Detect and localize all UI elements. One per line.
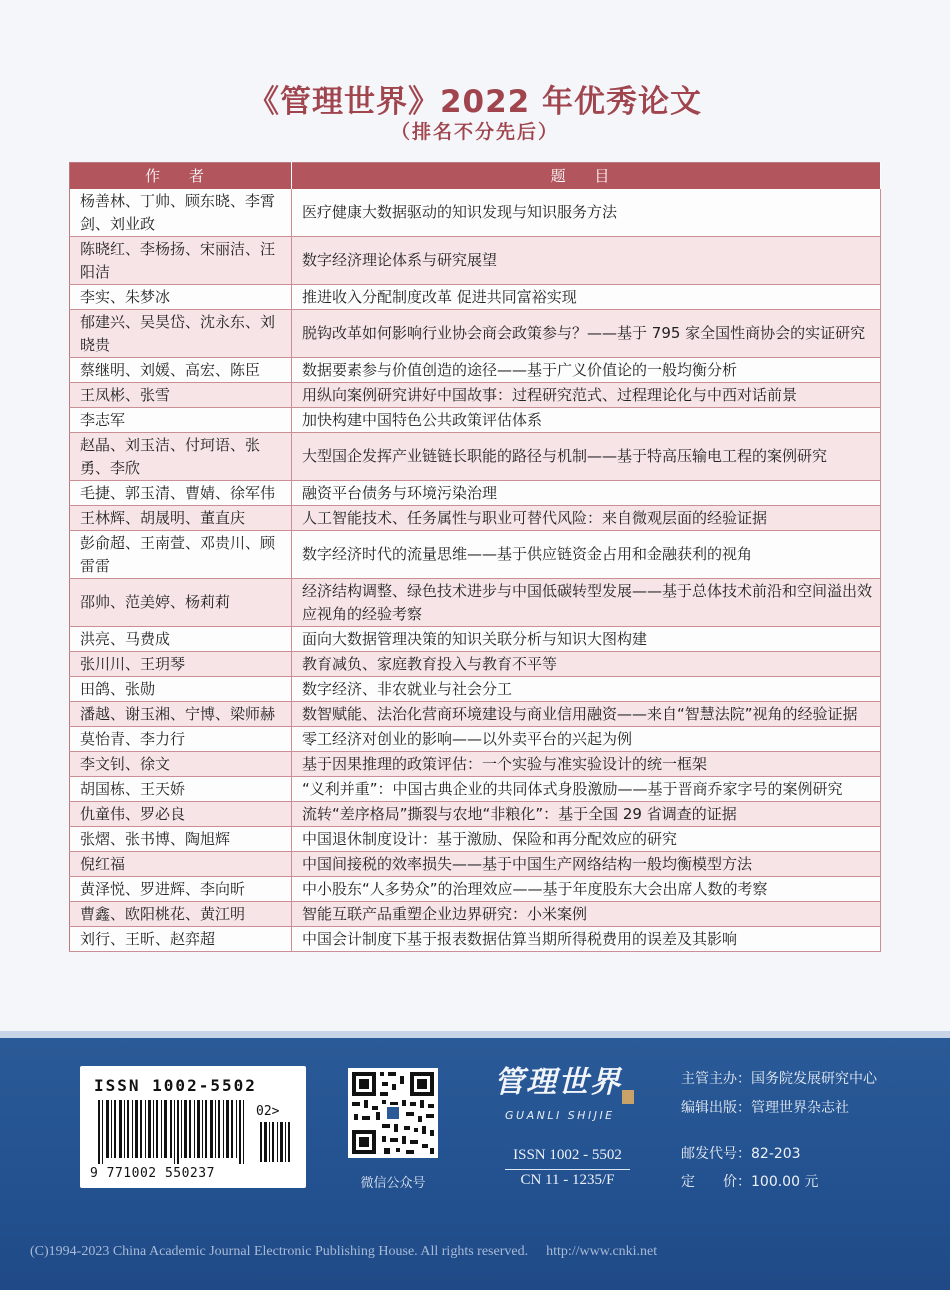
author-cell: 潘越、谢玉湘、宁博、梁师赫 <box>70 701 292 726</box>
issn-number: ISSN 1002 - 5502 <box>513 1147 622 1163</box>
title-cell: 数字经济、非农就业与社会分工 <box>292 676 881 701</box>
title-cell: 脱钩改革如何影响行业协会商会政策参与？——基于 795 家全国性商协会的实证研究 <box>292 309 881 357</box>
table-row <box>70 726 881 751</box>
title-cell: 数字经济时代的流量思维——基于供应链资金占用和金融获利的视角 <box>292 530 881 578</box>
table-row <box>70 751 881 776</box>
table-row <box>70 236 881 284</box>
author-cell: 张熠、张书博、陶旭辉 <box>70 826 292 851</box>
title-cell: 中国会计制度下基于报表数据估算当期所得税费用的误差及其影响 <box>292 926 881 951</box>
author-cell: 邵帅、范美婷、杨莉莉 <box>70 578 292 626</box>
table-row <box>70 851 881 876</box>
journal-logo-text: 管理世界 <box>494 1065 622 1096</box>
title-cell: 基于因果推理的政策评估：一个实验与准实验设计的统一框架 <box>292 751 881 776</box>
author-cell: 毛捷、郭玉清、曹婧、徐军伟 <box>70 480 292 505</box>
footer-divider <box>0 1031 950 1038</box>
barcode-addon-code: 02> <box>256 1104 280 1119</box>
title-cell: 中国退休制度设计：基于激励、保险和再分配效应的研究 <box>292 826 881 851</box>
addon-barcode-icon <box>260 1122 294 1162</box>
title-cell: 流转“差序格局”撕裂与农地“非粮化”：基于全国 29 省调查的证据 <box>292 801 881 826</box>
table-row <box>70 530 881 578</box>
page-title: 《管理世界》2022 年优秀论文 <box>247 84 703 120</box>
author-cell: 郁建兴、吴昊岱、沈永东、刘晓贵 <box>70 309 292 357</box>
author-cell: 李文钊、徐文 <box>70 751 292 776</box>
table-row <box>70 382 881 407</box>
author-cell: 李志军 <box>70 407 292 432</box>
title-cell: 加快构建中国特色公共政策评估体系 <box>292 407 881 432</box>
page-subtitle: （排名不分先后） <box>390 121 559 143</box>
author-cell: 洪亮、马费成 <box>70 626 292 651</box>
title-cell: 数智赋能、法治化营商环境建设与商业信用融资——来自“智慧法院”视角的经验证据 <box>292 701 881 726</box>
copyright-line <box>30 1244 657 1260</box>
table-row <box>70 505 881 530</box>
author-cell: 胡国栋、王天娇 <box>70 776 292 801</box>
table-row <box>70 901 881 926</box>
journal-logo-pinyin: GUANLI SHIJIE <box>505 1109 615 1122</box>
table-row <box>70 776 881 801</box>
title-cell: 教育减负、家庭教育投入与教育不平等 <box>292 651 881 676</box>
title-cell: 数字经济理论体系与研究展望 <box>292 236 881 284</box>
author-cell: 黄泽悦、罗进辉、李向昕 <box>70 876 292 901</box>
table-row <box>70 578 881 626</box>
price-info <box>681 1171 818 1191</box>
author-cell: 刘行、王昕、赵弈超 <box>70 926 292 951</box>
table-row <box>70 801 881 826</box>
table-row <box>70 826 881 851</box>
logo-seal-icon <box>622 1090 634 1104</box>
title-cell: 中小股东“人多势众”的治理效应——基于年度股东大会出席人数的考察 <box>292 876 881 901</box>
qr-code <box>348 1068 438 1158</box>
author-cell: 赵晶、刘玉洁、付珂语、张勇、李欣 <box>70 432 292 480</box>
title-cell: 推进收入分配制度改革 促进共同富裕实现 <box>292 284 881 309</box>
barcode-icon <box>98 1100 258 1164</box>
publisher-info: 编辑出版：管理世界杂志社 <box>681 1100 849 1116</box>
table-row <box>70 876 881 901</box>
table-row <box>70 651 881 676</box>
barcode-issn: ISSN 1002-5502 <box>94 1076 257 1095</box>
title-cell: 智能互联产品重塑企业边界研究：小米案例 <box>292 901 881 926</box>
table-header-row <box>70 163 881 189</box>
author-cell: 陈晓红、李杨扬、宋丽洁、汪阳洁 <box>70 236 292 284</box>
title-cell: 面向大数据管理决策的知识关联分析与知识大图构建 <box>292 626 881 651</box>
author-cell: 莫怡青、李力行 <box>70 726 292 751</box>
column-header-title: 题 目 <box>292 163 881 189</box>
title-cell: 中国间接税的效率损失——基于中国生产网络结构一般均衡模型方法 <box>292 851 881 876</box>
author-cell: 杨善林、丁帅、顾东晓、李霄剑、刘业政 <box>70 189 292 237</box>
table-row <box>70 626 881 651</box>
supervisor-info: 主管主办：国务院发展研究中心 <box>681 1071 877 1087</box>
title-cell: 零工经济对创业的影响——以外卖平台的兴起为例 <box>292 726 881 751</box>
column-header-authors: 作 者 <box>70 163 292 189</box>
author-cell: 张川川、王玥琴 <box>70 651 292 676</box>
title-cell: 用纵向案例研究讲好中国故事：过程研究范式、过程理论化与中西对话前景 <box>292 382 881 407</box>
table-row <box>70 701 881 726</box>
cnki-link[interactable]: http://www.cnki.net <box>546 1244 658 1259</box>
copyright-text: (C)1994-2023 China Academic Journal Electronic Publishing House. All rights reserved. <box>30 1244 529 1259</box>
title-cell: 经济结构调整、绿色技术进步与中国低碳转型发展——基于总体技术前沿和空间溢出效应视角的经验考察 <box>292 578 881 626</box>
barcode-digits: 9 771002 550237 <box>90 1166 215 1181</box>
postal-code-info: 邮发代号：82-203 <box>681 1146 801 1162</box>
author-cell: 倪红福 <box>70 851 292 876</box>
author-cell: 彭俞超、王南萱、邓贵川、顾雷雷 <box>70 530 292 578</box>
author-cell: 田鸽、张勋 <box>70 676 292 701</box>
issn-divider <box>505 1169 630 1170</box>
papers-table <box>69 162 881 952</box>
table-row <box>70 480 881 505</box>
qr-code-icon <box>348 1068 438 1158</box>
table-row <box>70 676 881 701</box>
table-row <box>70 926 881 951</box>
table-row <box>70 407 881 432</box>
price-value: 100.00 元 <box>751 1174 819 1190</box>
title-cell: 大型国企发挥产业链链长职能的路径与机制——基于特高压输电工程的案例研究 <box>292 432 881 480</box>
table-row <box>70 432 881 480</box>
qr-caption: 微信公众号 <box>360 1176 426 1191</box>
cn-number: CN 11 - 1235/F <box>520 1172 615 1188</box>
author-cell: 仇童伟、罗必良 <box>70 801 292 826</box>
title-cell: 医疗健康大数据驱动的知识发现与知识服务方法 <box>292 189 881 237</box>
author-cell: 王林辉、胡晟明、董直庆 <box>70 505 292 530</box>
table-row <box>70 357 881 382</box>
barcode-panel <box>80 1066 306 1188</box>
table-row <box>70 309 881 357</box>
title-cell: “义利并重”：中国古典企业的共同体式身股激励——基于晋商乔家字号的案例研究 <box>292 776 881 801</box>
title-cell: 融资平台债务与环境污染治理 <box>292 480 881 505</box>
author-cell: 曹鑫、欧阳桃花、黄江明 <box>70 901 292 926</box>
title-cell: 数据要素参与价值创造的途径——基于广义价值论的一般均衡分析 <box>292 357 881 382</box>
author-cell: 蔡继明、刘媛、高宏、陈臣 <box>70 357 292 382</box>
title-cell: 人工智能技术、任务属性与职业可替代风险：来自微观层面的经验证据 <box>292 505 881 530</box>
price-label: 定 价： <box>681 1174 751 1190</box>
author-cell: 王凤彬、张雪 <box>70 382 292 407</box>
table-row <box>70 284 881 309</box>
author-cell: 李实、朱梦冰 <box>70 284 292 309</box>
table-row <box>70 189 881 237</box>
